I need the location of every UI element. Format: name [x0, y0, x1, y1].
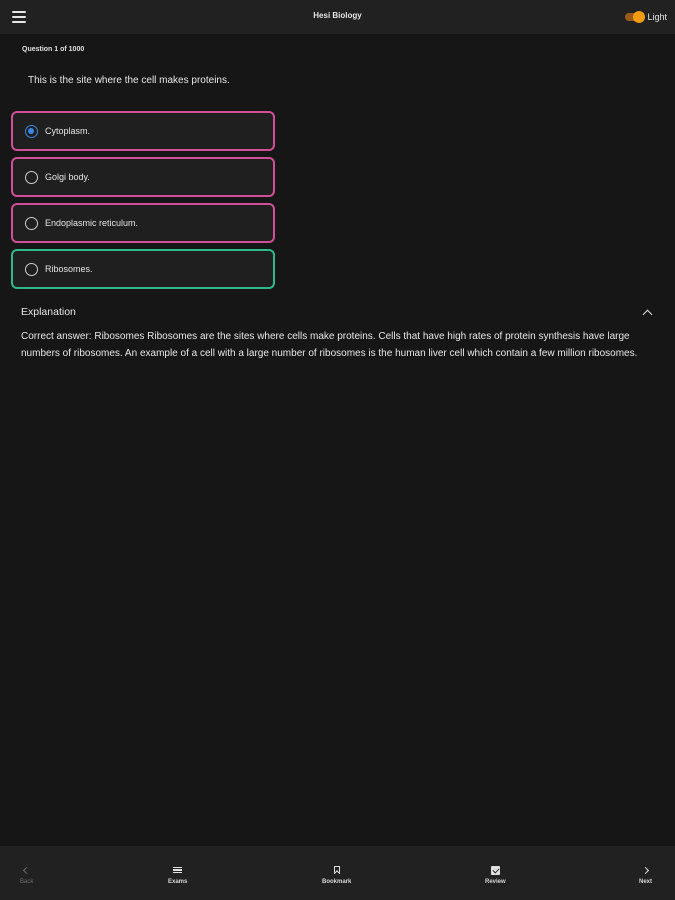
chevron-left-icon — [23, 866, 30, 873]
answer-option-golgi-body[interactable] — [11, 157, 275, 197]
radio-unchecked-icon[interactable] — [25, 171, 38, 184]
answer-option-label: Golgi body. — [45, 172, 90, 182]
app-title: Hesi Biology — [313, 11, 362, 20]
list-icon — [173, 867, 182, 874]
answer-option-ribosomes[interactable] — [11, 249, 275, 289]
nav-next-button[interactable] — [639, 864, 652, 885]
answer-option-label: Cytoplasm. — [45, 126, 91, 136]
explanation-header[interactable] — [21, 304, 655, 320]
theme-label: Light — [647, 12, 667, 22]
answer-option-label: Endoplasmic reticulum. — [45, 218, 139, 228]
nav-back-label: Back — [20, 879, 34, 885]
nav-exams-button[interactable] — [168, 864, 187, 885]
answer-option-cytoplasm[interactable] — [11, 111, 275, 151]
answer-options — [11, 111, 275, 295]
explanation-title: Explanation — [21, 306, 76, 318]
nav-next-label: Next — [639, 879, 653, 885]
nav-bookmark-button[interactable] — [322, 864, 351, 885]
nav-review-button[interactable] — [485, 864, 506, 885]
top-app-bar — [0, 0, 675, 34]
review-checkbox-icon — [491, 866, 500, 875]
radio-checked-icon[interactable] — [25, 125, 38, 138]
question-text: This is the site where the cell makes proteins. — [28, 75, 230, 86]
toggle-switch[interactable] — [625, 13, 643, 21]
radio-unchecked-icon[interactable] — [25, 217, 38, 230]
nav-back-button[interactable] — [20, 864, 33, 885]
toggle-thumb — [633, 11, 645, 23]
nav-bookmark-label: Bookmark — [322, 879, 352, 885]
radio-unchecked-icon[interactable] — [25, 263, 38, 276]
bookmark-icon — [334, 866, 340, 874]
bottom-navigation — [0, 846, 675, 900]
explanation-text: Correct answer: Ribosomes Ribosomes are the sites where cells make proteins. Cells that have high rates of protein synthesis have large numbers of ribosomes. An example of a cell with a large number of ribosomes is the human liver cell which contain a few million ribosomes. — [21, 331, 638, 359]
question-counter: Question 1 of 1000 — [22, 46, 85, 53]
theme-toggle[interactable] — [625, 10, 667, 24]
chevron-right-icon — [642, 866, 649, 873]
answer-option-endoplasmic-reticulum[interactable] — [11, 203, 275, 243]
nav-review-label: Review — [485, 879, 506, 885]
nav-exams-label: Exams — [168, 879, 188, 885]
answer-option-label: Ribosomes. — [45, 264, 93, 274]
chevron-up-icon[interactable] — [643, 309, 653, 319]
